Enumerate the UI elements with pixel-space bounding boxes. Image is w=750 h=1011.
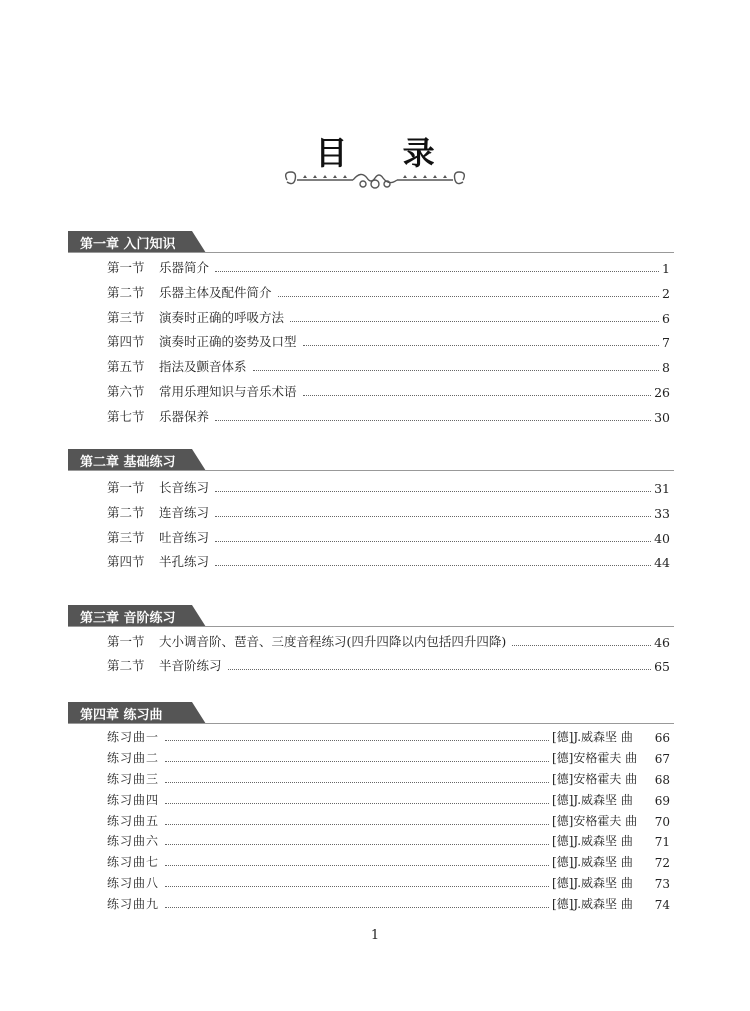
toc-entry[interactable] — [107, 258, 670, 276]
composer: [德]安格霍夫 曲 — [552, 751, 638, 765]
exercise-title: 练习曲六 — [107, 834, 160, 848]
dot-leader — [253, 370, 660, 371]
entry-title: 乐器简介 — [159, 260, 210, 275]
entry-title: 吐音练习 — [159, 530, 210, 545]
entry-title: 演奏时正确的姿势及口型 — [159, 334, 297, 349]
chapter-label: 第三章 音阶练习 — [80, 611, 176, 626]
entry-title: 大小调音阶、琶音、三度音程练习(四升四降以内包括四升四降) — [159, 634, 507, 649]
exercise-title: 练习曲九 — [107, 897, 160, 911]
dot-leader — [215, 491, 651, 492]
chapter-rule — [68, 626, 674, 627]
section-number: 第二节 — [107, 505, 145, 520]
page-ref: 44 — [654, 555, 670, 570]
dot-leader — [165, 907, 549, 908]
chapter-heading-4 — [68, 702, 206, 724]
page-ref: 6 — [662, 311, 670, 326]
dot-leader — [215, 541, 651, 542]
page-ref: 31 — [654, 481, 670, 496]
dot-leader — [215, 420, 651, 421]
section-number: 第三节 — [107, 530, 145, 545]
section-number: 第三节 — [107, 310, 145, 325]
section-number: 第一节 — [107, 260, 145, 275]
entry-title: 半音阶练习 — [159, 658, 222, 673]
dot-leader — [303, 395, 652, 396]
page-ref: 71 — [654, 835, 670, 849]
chapter-label: 第二章 基础练习 — [80, 455, 176, 470]
exercise-title: 练习曲一 — [107, 730, 160, 744]
composer: [德]J.威森坚 曲 — [552, 793, 633, 807]
dot-leader — [215, 565, 651, 566]
toc-entry[interactable] — [107, 407, 670, 425]
dot-leader — [165, 761, 549, 762]
chapter-label: 第一章 入门知识 — [80, 237, 176, 252]
entry-title: 乐器主体及配件简介 — [159, 285, 272, 300]
chapter-heading-3 — [68, 605, 206, 627]
exercise-title: 练习曲三 — [107, 772, 160, 786]
page-number: 1 — [370, 928, 380, 943]
entry-title: 连音练习 — [159, 505, 210, 520]
decorative-ornament-icon — [283, 166, 467, 194]
page-ref: 72 — [654, 856, 670, 870]
page-ref: 74 — [654, 898, 670, 912]
dot-leader — [165, 865, 549, 866]
composer: [德]安格霍夫 曲 — [552, 772, 638, 786]
exercise-title: 练习曲七 — [107, 855, 160, 869]
exercise-entry[interactable] — [107, 852, 670, 870]
exercise-title: 练习曲二 — [107, 751, 160, 765]
chapter-rule — [68, 252, 674, 253]
dot-leader — [165, 824, 549, 825]
dot-leader — [303, 345, 660, 346]
dot-leader — [228, 669, 652, 670]
composer: [德]J.威森坚 曲 — [552, 730, 633, 744]
dot-leader — [165, 782, 549, 783]
page-ref: 70 — [654, 815, 670, 829]
page-ref: 73 — [654, 877, 670, 891]
dot-leader — [278, 296, 660, 297]
entry-title: 长音练习 — [159, 480, 210, 495]
exercise-entry[interactable] — [107, 873, 670, 891]
exercise-entry[interactable] — [107, 831, 670, 849]
page-ref: 46 — [654, 635, 670, 650]
entry-title: 乐器保养 — [159, 409, 210, 424]
section-number: 第一节 — [107, 634, 145, 649]
exercise-entry[interactable] — [107, 811, 670, 829]
page-ref: 7 — [662, 335, 670, 350]
section-number: 第一节 — [107, 480, 145, 495]
chapter-heading-1 — [68, 231, 206, 253]
entry-title: 半孔练习 — [159, 554, 210, 569]
exercise-title: 练习曲八 — [107, 876, 160, 890]
page-ref: 8 — [662, 360, 670, 375]
page-ref: 40 — [654, 531, 670, 546]
page-ref: 66 — [654, 731, 670, 745]
section-number: 第五节 — [107, 359, 145, 374]
page-ref: 33 — [654, 506, 670, 521]
page-ref: 30 — [654, 410, 670, 425]
section-number: 第二节 — [107, 285, 145, 300]
composer: [德]J.威森坚 曲 — [552, 834, 633, 848]
toc-entry[interactable] — [107, 382, 670, 400]
dot-leader — [215, 516, 651, 517]
toc-entry[interactable] — [107, 283, 670, 301]
exercise-title: 练习曲五 — [107, 814, 160, 828]
chapter-rule — [68, 470, 674, 471]
entry-title: 常用乐理知识与音乐术语 — [159, 384, 297, 399]
page-ref: 2 — [662, 286, 670, 301]
page-ref: 1 — [662, 261, 670, 276]
dot-leader — [165, 844, 549, 845]
toc-entry[interactable] — [107, 528, 670, 546]
page-title: 目 录 — [315, 134, 457, 172]
dot-leader — [290, 321, 659, 322]
toc-entry[interactable] — [107, 308, 670, 326]
page-ref: 26 — [654, 385, 670, 400]
chapter-rule — [68, 723, 674, 724]
toc-entry[interactable] — [107, 632, 670, 650]
exercise-entry[interactable] — [107, 727, 670, 745]
toc-entry[interactable] — [107, 552, 670, 570]
entry-title: 演奏时正确的呼吸方法 — [159, 310, 285, 325]
section-number: 第二节 — [107, 658, 145, 673]
chapter-heading-2 — [68, 449, 206, 471]
page-ref: 69 — [654, 794, 670, 808]
dot-leader — [165, 803, 549, 804]
exercise-entry[interactable] — [107, 894, 670, 912]
exercise-entry[interactable] — [107, 748, 670, 766]
page-ref: 68 — [654, 773, 670, 787]
exercise-entry[interactable] — [107, 769, 670, 787]
entry-title: 指法及颤音体系 — [159, 359, 247, 374]
toc-entry[interactable] — [107, 332, 670, 350]
exercise-title: 练习曲四 — [107, 793, 160, 807]
composer: [德]J.威森坚 曲 — [552, 855, 633, 869]
composer: [德]J.威森坚 曲 — [552, 897, 633, 911]
toc-entry[interactable] — [107, 656, 670, 674]
section-number: 第六节 — [107, 384, 145, 399]
composer: [德]安格霍夫 曲 — [552, 814, 638, 828]
dot-leader — [165, 886, 549, 887]
dot-leader — [165, 740, 549, 741]
exercise-entry[interactable] — [107, 790, 670, 808]
dot-leader — [215, 271, 659, 272]
page-ref: 67 — [654, 752, 670, 766]
section-number: 第七节 — [107, 409, 145, 424]
chapter-label: 第四章 练习曲 — [80, 708, 163, 723]
toc-entry[interactable] — [107, 478, 670, 496]
section-number: 第四节 — [107, 334, 145, 349]
page-ref: 65 — [654, 659, 670, 674]
dot-leader — [512, 645, 651, 646]
section-number: 第四节 — [107, 554, 145, 569]
composer: [德]J.威森坚 曲 — [552, 876, 633, 890]
toc-entry[interactable] — [107, 357, 670, 375]
toc-entry[interactable] — [107, 503, 670, 521]
